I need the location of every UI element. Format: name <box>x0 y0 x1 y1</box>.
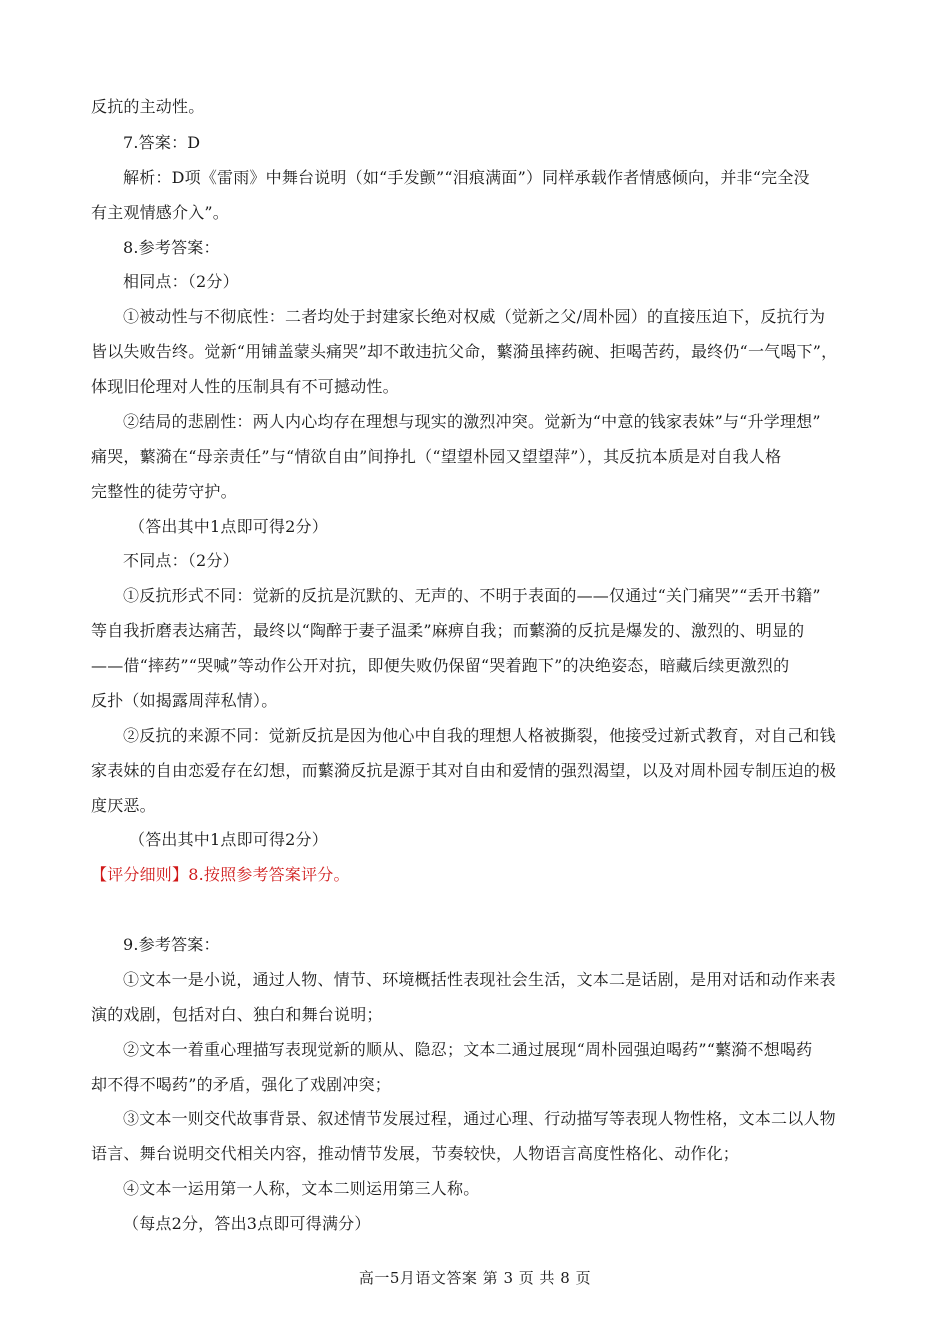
text-line: 演的戏剧，包括对白、独白和舞台说明； <box>91 1005 383 1024</box>
scoring-rule: 【评分细则】8.按照参考答案评分。 <box>91 865 350 884</box>
text-line: ②结局的悲剧性：两人内心均存在理想与现实的激烈冲突。觉新为“中意的钱家表妹”与“升学理想” <box>123 412 821 431</box>
answer-7: 7.答案：D <box>123 133 201 152</box>
text-line: ——借“摔药”“哭喊”等动作公开对抗，即便失败仍保留“哭着跑下”的决绝姿态，暗藏后续更激烈的 <box>91 656 790 675</box>
text-line: ④文本一运用第一人称，文本二则运用第三人称。 <box>123 1179 480 1198</box>
text-line: 痛哭，蘩漪在“母亲责任”与“情欲自由”间挣扎（“望望朴园又望望萍”），其反抗本质是对自我人格 <box>91 447 782 466</box>
text-line: ①反抗形式不同：觉新的反抗是沉默的、无声的、不明于表面的——仅通过“关门痛哭”“丢开书籍” <box>123 586 821 605</box>
difference-heading: 不同点：（2分） <box>123 551 239 570</box>
page-footer: 高一5月语文答案 第 3 页 共 8 页 <box>358 1269 592 1287</box>
scoring-note: （每点2分，答出3点即可得满分） <box>123 1214 371 1233</box>
text-line: 完整性的徒劳守护。 <box>91 482 237 501</box>
scoring-note: （答出其中1点即可得2分） <box>129 517 328 536</box>
text-line: 等自我折磨表达痛苦，最终以“陶醉于妻子温柔”麻痹自我；而蘩漪的反抗是爆发的、激烈的、明显的 <box>91 621 805 640</box>
text-line: 家表妹的自由恋爱存在幻想，而蘩漪反抗是源于其对自由和爱情的强烈渴望，以及对周朴园专制压迫的极 <box>91 761 837 780</box>
text-line: 度厌恶。 <box>91 796 156 815</box>
text-line: ①被动性与不彻底性：二者均处于封建家长绝对权威（觉新之父/周朴园）的直接压迫下，反抗行为 <box>123 307 826 326</box>
text-line: 皆以失败告终。觉新“用铺盖蒙头痛哭”却不敢违抗父命，蘩漪虽摔药碗、拒喝苦药，最终仍“一气喝下”， <box>91 342 838 361</box>
text-line: 却不得不喝药”的矛盾，强化了戏剧冲突； <box>91 1075 391 1094</box>
text-line: 反扑（如揭露周萍私情）。 <box>91 691 278 710</box>
text-line: 体现旧伦理对人性的压制具有不可撼动性。 <box>91 377 399 396</box>
text-line: 有主观情感介入”。 <box>91 203 229 222</box>
similarity-heading: 相同点：（2分） <box>123 272 239 291</box>
scoring-note: （答出其中1点即可得2分） <box>129 830 328 849</box>
text-line: ③文本一则交代故事背景、叙述情节发展过程，通过心理、行动描写等表现人物性格，文本二以人物 <box>123 1109 836 1128</box>
text-line: 反抗的主动性。 <box>91 97 205 116</box>
text-line: ②反抗的来源不同：觉新反抗是因为他心中自我的理想人格被撕裂，他接受过新式教育，对自己和钱 <box>123 726 836 745</box>
answer-9-heading: 9.参考答案： <box>123 935 220 954</box>
answer-8-heading: 8.参考答案： <box>123 238 220 257</box>
text-line: 解析：D项《雷雨》中舞台说明（如“手发颤”“泪痕满面”）同样承载作者情感倾向，并非“完全没 <box>123 168 810 187</box>
text-line: ②文本一着重心理描写表现觉新的顺从、隐忍；文本二通过展现“周朴园强迫喝药”“蘩漪不想喝药 <box>123 1040 813 1059</box>
text-line: 语言、舞台说明交代相关内容，推动情节发展，节奏较快，人物语言高度性格化、动作化； <box>91 1144 740 1163</box>
text-line: ①文本一是小说，通过人物、情节、环境概括性表现社会生活，文本二是话剧，是用对话和动作来表 <box>123 970 836 989</box>
